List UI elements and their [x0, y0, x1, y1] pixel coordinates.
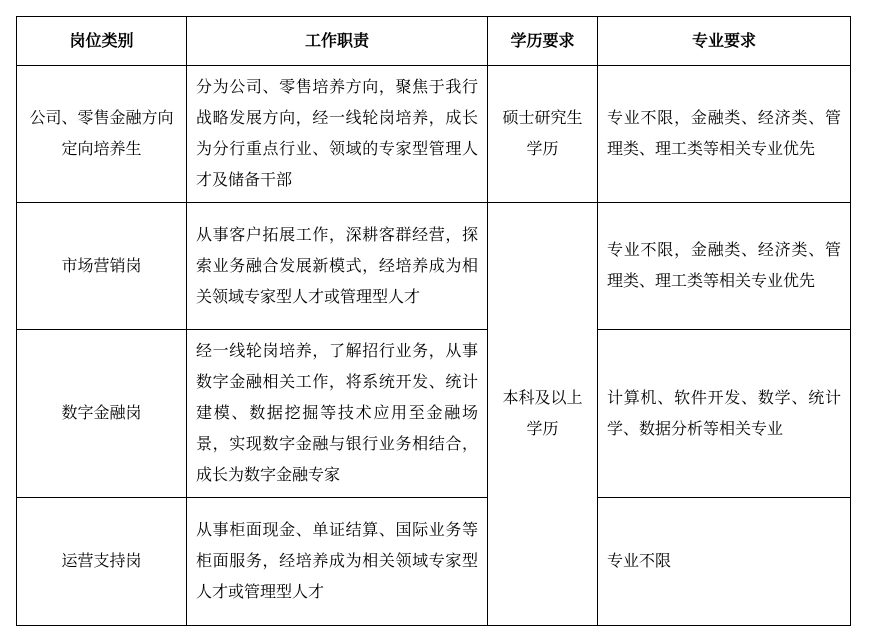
- table-row: [17, 66, 851, 203]
- table-row: [17, 203, 851, 330]
- position-cell: 市场营销岗: [17, 203, 187, 330]
- duties-cell: 从事客户拓展工作，深耕客群经营，探索业务融合发展新模式，经培养成为相关领域专家型人才或管理型人才: [187, 203, 488, 330]
- table-row: [17, 330, 851, 498]
- major-cell: 计算机、软件开发、数学、统计学、数据分析等相关专业: [598, 330, 851, 498]
- header-major-requirement: 专业要求: [598, 17, 851, 66]
- education-cell: 硕士研究生学历: [488, 66, 598, 203]
- job-positions-table: [16, 16, 851, 626]
- position-cell: 运营支持岗: [17, 498, 187, 626]
- major-cell: 专业不限，金融类、经济类、管理类、理工类等相关专业优先: [598, 203, 851, 330]
- header-position-category: 岗位类别: [17, 17, 187, 66]
- table-row: [17, 498, 851, 626]
- position-cell: 公司、零售金融方向定向培养生: [17, 66, 187, 203]
- duties-cell: 从事柜面现金、单证结算、国际业务等柜面服务，经培养成为相关领域专家型人才或管理型人才: [187, 498, 488, 626]
- education-cell-merged: 本科及以上学历: [488, 203, 598, 626]
- header-job-duties: 工作职责: [187, 17, 488, 66]
- table-header-row: [17, 17, 851, 66]
- duties-cell: 分为公司、零售培养方向，聚焦于我行战略发展方向，经一线轮岗培养，成长为分行重点行业、领域的专家型管理人才及储备干部: [187, 66, 488, 203]
- major-cell: 专业不限: [598, 498, 851, 626]
- major-cell: 专业不限，金融类、经济类、管理类、理工类等相关专业优先: [598, 66, 851, 203]
- duties-cell: 经一线轮岗培养，了解招行业务，从事数字金融相关工作，将系统开发、统计建模、数据挖掘等技术应用至金融场景，实现数字金融与银行业务相结合，成长为数字金融专家: [187, 330, 488, 498]
- position-cell: 数字金融岗: [17, 330, 187, 498]
- header-education-requirement: 学历要求: [488, 17, 598, 66]
